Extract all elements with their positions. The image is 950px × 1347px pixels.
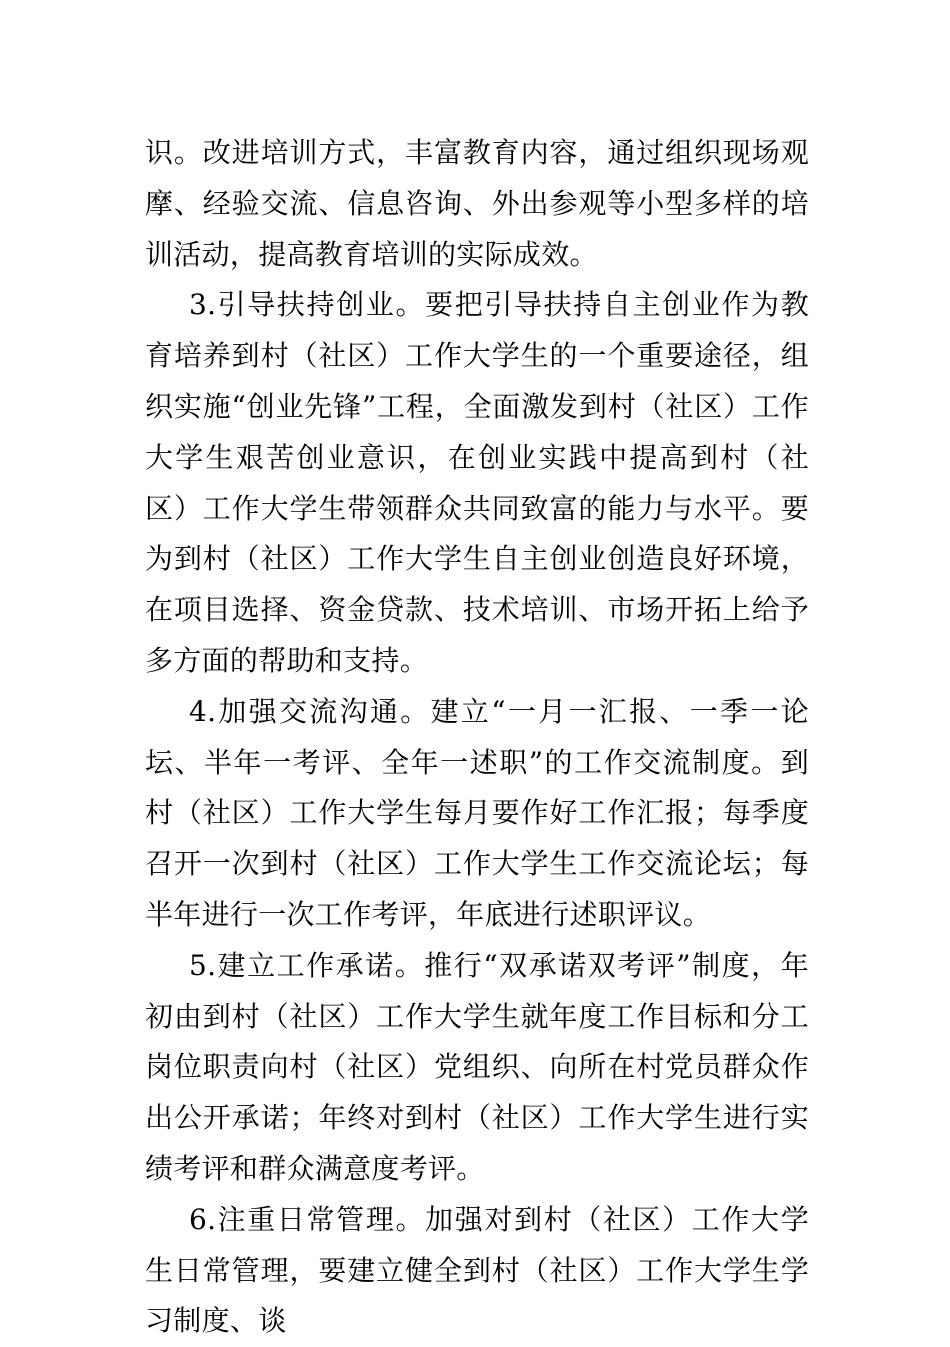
document-body [145,128,809,1347]
paragraph-item-3: 3.引导扶持创业。要把引导扶持自主创业作为教育培养到村（社区）工作大学生的一个重要途径，组织实施“创业先锋”工程，全面激发到村（社区）工作大学生艰苦创业意识，在创业实践中提高到村（社区）工作大学生带领群众共同致富的能力与水平。要为到村（社区）工作大学生自主创业创造良好环境，在项目选择、资金贷款、技术培训、市场开拓上给予多方面的帮助和支持。 [145,288,809,677]
paragraph-item-6: 6.注重日常管理。加强对到村（社区）工作大学生日常管理，要建立健全到村（社区）工作大学生学习制度、谈 [145,1202,809,1338]
paragraph-item-4: 4.加强交流沟通。建立“一月一汇报、一季一论坛、半年一考评、全年一述职”的工作交流制度。到村（社区）工作大学生每月要作好工作汇报；每季度召开一次到村（社区）工作大学生工作交流论坛；每半年进行一次工作考评，年底进行述职评议。 [145,694,809,931]
paragraph-continuation: 识。改进培训方式，丰富教育内容，通过组织现场观摩、经验交流、信息咨询、外出参观等小型多样的培训活动，提高教育培训的实际成效。 [145,136,809,271]
paragraph-item-5: 5.建立工作承诺。推行“双承诺双考评”制度，年初由到村（社区）工作大学生就年度工作目标和分工岗位职责向村（社区）党组织、向所在村党员群众作出公开承诺；年终对到村（社区）工作大学生进行实绩考评和群众满意度考评。 [145,948,809,1185]
